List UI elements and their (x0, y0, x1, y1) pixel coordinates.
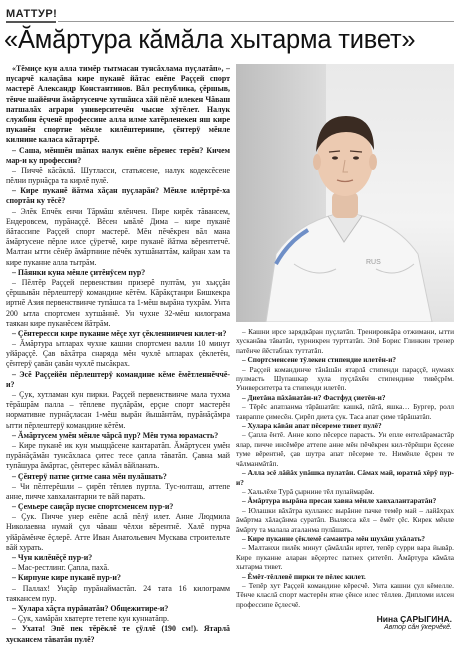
article-headline: «Ăмăртура кăмăла хытарма тивет» (4, 26, 416, 54)
interview-question: – Ĕмĕт-тĕллевĕ пирки те пĕлес килет. (242, 571, 366, 581)
rubric-divider (58, 21, 454, 22)
article-byline (377, 614, 452, 631)
article-left-column (6, 64, 230, 645)
interview-answer: – Пĕлтĕр Раççей первенствин призерĕ пултăм, ун хыççăн çĕршывăн пĕрлештерÿ командине кĕтĕм. Кăрăкçтанри Бишкекра иртнĕ Азия первенствинче тупăшса та 1-мĕш вырăна тухрăм. Унта 200 ытла спортсмен хутшăннĕ. Ун чухне 32-мĕш килограма таякан кире пуканĕсем йăтрăм. (6, 277, 230, 328)
interview-question: – Ухата! Эпĕ пек тĕрĕклĕ те çÿллĕ (190 см!). Ятарлă хускансем тăватăн пулĕ? (6, 624, 230, 644)
interview-answer: – Пиччĕ кăсăклă. Шутласси, статьясене, налук кодексĕсене пĕлни пурнăçра та кирлĕ пулĕ. (6, 165, 230, 186)
interview-answer: – Тепĕр хут Раççей командине кĕресчĕ. Унта кашни çул кĕмелле. Тĕнче класлă спорт мастерĕн ятне çĕнсе илес тĕллев. Дипломи илсен профессипе ĕçлесчĕ. (236, 580, 454, 609)
interview-answer: – Çук, хутламан кун пирки. Раççей первенствинче мала тухма тĕрăшрăм палла – тĕплеве пуçлăрăм, ерçне спорт мастерĕн нормативне пурнăçласан 1-мĕш вырăн йышăнтăм, пурăнăçăмра ытти пĕрлештерÿ командине кĕтĕм. (6, 390, 230, 430)
interview-question: – Çĕнтересси кире пуканне мĕçе хут çĕкленнинчен килет-и? (12, 328, 227, 338)
interview-question: – Пăянки куна мĕнле çитĕнÿсем пур? (12, 267, 146, 277)
author-name: Нина ÇАРЫГИНА. (376, 614, 452, 624)
interview-question: – Хулара хăçта пурăнатăн? Общежитире-и? (12, 603, 169, 613)
svg-text:RUS: RUS (366, 259, 381, 266)
interview-answer: – Малтанхи пилĕк минут çăмăллăн иртет, тепĕр сурри вара йывăр. Кире пуканне аларан вĕçертес патнех çитетĕп. Ăмăртура кăмăла хытарма тивет. (236, 543, 454, 572)
article-intro: «Тĕмиçе кун алла тимĕр тытмасан тунсăхлама пуçлатăп», – пусарчĕ калаçăва кире пуканĕ йăтас енĕпе Раççей спорт мастерĕ Александр Константинов. Вăл республика, çĕршыв, тĕнче шайĕнчи ăмăртусенче хутшăнса хăй пĕлĕ илекен Чăваш патшалăх аграри университечĕн чысне хÿтĕлет. Налук службин ĕçченĕ профессине алла илме хатĕрленекен яш кире пуканĕн спортне мĕнле килĕштеринпе, çĕнтерÿ мĕнле килнине каласа кăтартрĕ. (6, 64, 230, 145)
interview-answer: – Паллах! Унçăр пурăнаймастăп. 24 тата 16 килограмм таякансем пур. (6, 583, 230, 603)
interview-question: – Кирпуне кире пуканĕ пур-и? (12, 573, 121, 583)
interview-question: – Ăмăртура вырăна пресан хавна мĕнле хавхалантаратăн? (242, 496, 437, 506)
interview-question: – Çемьере санçăр пусне спортсменсем пур-и? (12, 502, 174, 512)
article-right-column (236, 327, 454, 609)
interview-question: – Чун килĕнĕçĕ пур-и? (12, 553, 93, 562)
interview-question: – Эсĕ Раççейĕн пĕрлештерÿ командине кĕме ĕмĕтленнĕччĕ-и? (6, 369, 230, 389)
rubric-underline (6, 21, 56, 23)
athlete-photo (236, 64, 454, 322)
interview-answer: – Çапла ĕнтĕ. Анне копо пĕсерсе парасть. Ун епле ентелăрамастăр ялар, пичче инсĕмĕре аттепе анне мĕн пĕчĕкрен кил-тĕрĕшри ĕçсене туме вĕрентнĕ, çав шутра апат пĕсерме те. Нимĕнле ĕçрен те чăлманмăтăп. (236, 430, 454, 468)
interview-question: – Саша, мĕншĕн шăпах налук енĕпе вĕренес терĕн? Кичем мар-и ку профессин? (6, 145, 230, 165)
interview-answer: – Чи пĕлтерĕшли – çирĕп тĕплев пуртла. Тус-юлташ, аттепе анне, пичче хавхалантарни те вăй парать. (6, 481, 230, 501)
interview-answer: – Кашни ирсе зарядкăран пуçлатăп. Тренировкăра отжимани, ытти хусканăва тăватăп, турникрен турттатăп. Эпĕ Борис Глинкин тренер патĕнче йĕстаблах туттатăп. (236, 327, 454, 355)
interview-answer: – Юлашки вăхăтра куллансс вырăнне пачке темĕр май – лайăхрах ăмăртма хăлаçăнма суратăп. Вылясса кĕл – ĕмĕт çĕс. Кирек мĕнле ăмăрту та малала аталанма пулăшать. (236, 505, 454, 534)
photo-credit: Автор сăн ÿкерчĕкĕ. (384, 624, 452, 631)
interview-answer: – Мас-рестлинг. Çапла, пахă. (12, 563, 110, 573)
interview-answer: – Ăмăртура ытларах чухне кашни спортсмен валли 10 минут уйăраççĕ. Çав вăхăтра снаряда мĕн чухлĕ ытларах çĕклетĕн, çĕнтерÿ çавăн çавăн чухлĕ пысăкрах. (6, 339, 230, 369)
interview-answer: – Çук, хамăрăн хватерте тетепе кун куннатăпр. (12, 614, 169, 624)
interview-answer: – Элĕк Епчĕк енчи Тăрмăш ялĕнчен. Пире кирĕк тăвансем, Ендеровсем, пурăнаççĕ. Вĕсен ывăлĕ Дима – кире пуканĕ йăтассипе Раççей спорт мастерĕ. Мĕн пĕчĕкрен вăл мана ăмăртусене пĕрле илсе çÿретчĕ, кире пуканĕ йăтма вĕрентетчĕ. Малтан ытти сĕнĕр ăмăртнине пĕчĕк хутшăнаттăм, кайран хам та кире пуканне алла тытрăм. (6, 206, 230, 267)
interview-answer: – Хальлĕхе Турă çырнине тĕл пулаймарăм. (242, 486, 375, 496)
interview-question: – Ăмăртусем умĕн мĕнле чăрсă пур? Мĕн тума юрамасть? (12, 430, 219, 440)
interview-question: – Диетăна пăхăнатăн-и? Фастфуд çиетĕн-и? (242, 392, 386, 402)
interview-question: – Алла эсĕ лăйăх упăшка пулатăн. Сăмах май, юратнă хĕрÿ пур-и? (236, 468, 454, 487)
interview-answer: – Тĕрĕс апатланма тăрăшатăп: кашкă, пăтă, яшка… Бургер, ролл тавраппе çимесĕн. Çирĕп диета çук. Таса апат çиме тăрăшатăп. (236, 402, 454, 421)
interview-question: – Спортсменсене тÿлекен стипендие илетĕн-и? (242, 355, 397, 365)
interview-answer: – Раççей командинче тăнăшăн ятарлă стипенди параççĕ, нумаях пулмасть Шупашкар хула пуçлăхĕн стипендине тивĕçрĕм. Университетра та стипенди илетĕп. (236, 364, 454, 393)
interview-answer: – Çук. Пичче унер енĕпе аслă пĕлÿ илет. Анне Людмила Николаевна нумай çул чăваш чĕлхи вĕрентнĕ. Халĕ пурча уйăрăмĕнче ĕçлерĕ. Атте Иван Анатольевич Мускава строительте вăй хурать. (6, 512, 230, 552)
interview-question: – Çĕнтерÿ патне çитме сана мĕн пулăшать? (12, 471, 167, 481)
interview-question: – Хулара кăвăн апат пĕсереме тивет пулĕ? (242, 421, 382, 431)
interview-question: – Кире пуканĕ йăтма хăçан пуçларăн? Мĕнле илĕртрĕ-ха спортăн ку тĕсĕ? (6, 186, 230, 206)
interview-answer: – Кире пуканĕ ик кун мыщцăсене кантаратăп. Ăмăртусен умĕн пурăнăçăмăн тунсăхласа çитес тесе çапла тăватăп. Çавна май тупăшура ăмăртас, çĕнтерес кăмăл вăйланать. (6, 440, 230, 471)
rubric-label: МАТТУР! (6, 8, 58, 20)
interview-question: – Кире пуканне çĕклемĕ самантра мĕн шухăш ухăлать? (242, 533, 426, 543)
